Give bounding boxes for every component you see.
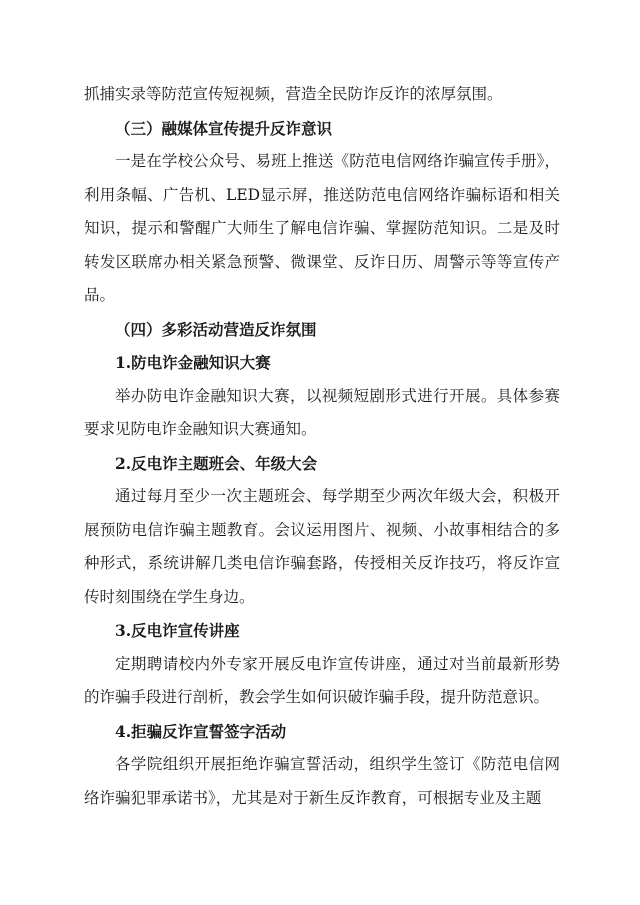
section-heading-4: （四）多彩活动营造反诈氛围 bbox=[115, 319, 317, 339]
section-heading-3: （三）融媒体宣传提升反诈意识 bbox=[115, 118, 333, 138]
paragraph-1: 举办防电诈金融知识大赛，以视频短剧形式进行开展。具体参赛要求见防电诈金融知识大赛通知。 bbox=[84, 386, 560, 438]
paragraph-4: 各学院组织开展拒绝诈骗宣誓活动，组织学生签订《防范电信网络诈骗犯罪承诺书》，尤其是对于新生反诈教育，可根据专业及主题 bbox=[84, 755, 560, 807]
subheading-2: 2.反电诈主题班会、年级大会 bbox=[115, 453, 318, 473]
document-body bbox=[84, 78, 560, 815]
paragraph-3: 定期聘请校内外专家开展反电诈宣传讲座，通过对当前最新形势的诈骗手段进行剖析，教会学生如何识破诈骗手段，提升防范意识。 bbox=[84, 654, 560, 706]
paragraph-continuation: 抓捕实录等防范宣传短视频，营造全民防诈反诈的浓厚氛围。 bbox=[84, 85, 503, 103]
paragraph-2: 通过每月至少一次主题班会、每学期至少两次年级大会，积极开展预防电信诈骗主题教育。会议运用图片、视频、小故事相结合的多种形式，系统讲解几类电信诈骗套路，传授相关反诈技巧，将反诈宣传时刻围绕在学生身边。 bbox=[84, 487, 560, 606]
paragraph-media-publicity: 一是在学校公众号、易班上推送《防范电信网络诈骗宣传手册》，利用条幅、广告机、LED显示屏，推送防范电信网络诈骗标语和相关知识，提示和警醒广大师生了解电信诈骗、掌握防范知识。二是及时转发区联席办相关紧急预警、微课堂、反诈日历、周警示等等宣传产品。 bbox=[84, 152, 560, 304]
subheading-4: 4.拒骗反诈宣誓签字活动 bbox=[115, 721, 287, 741]
subheading-1: 1.防电诈金融知识大赛 bbox=[115, 353, 271, 372]
subheading-3: 3.反电诈宣传讲座 bbox=[115, 621, 240, 640]
